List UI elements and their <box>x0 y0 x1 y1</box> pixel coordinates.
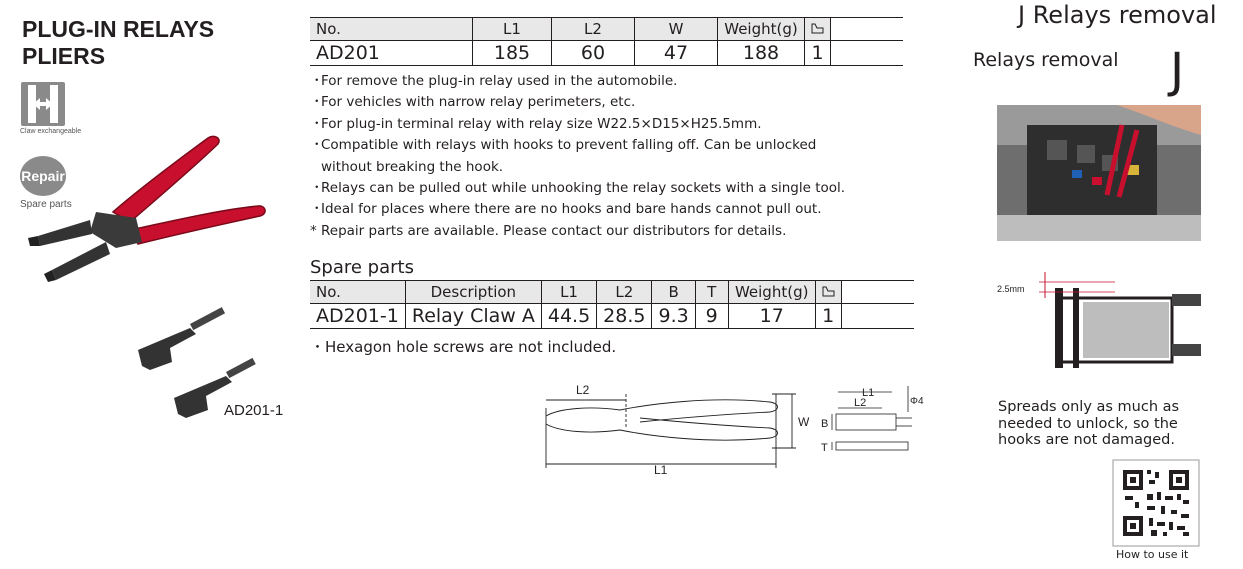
dim-label-t: T <box>821 442 828 454</box>
cell-quantity: 1 <box>815 304 841 329</box>
spare-parts-badge-label: Spare parts <box>20 199 72 210</box>
header-b: B <box>652 281 695 304</box>
cell-l2: 60 <box>552 41 635 66</box>
cell-no: AD201 <box>310 41 473 66</box>
repair-badge: Repair <box>20 156 66 196</box>
package-icon <box>811 23 824 34</box>
header-weight: Weight(g) <box>718 18 805 41</box>
cell-w: 47 <box>635 41 718 66</box>
dim-label-w: W <box>798 415 810 429</box>
list-item: ・ For vehicles with narrow relay perimeters, etc. <box>310 94 636 111</box>
header-l2: L2 <box>552 18 635 41</box>
section-title: J Relays removal <box>1018 1 1217 29</box>
list-item: ・ Relays can be pulled out while unhooking the relay sockets with a single tool. <box>310 180 846 197</box>
list-item: * Repair parts are available. Please contact our distributors for details. <box>310 222 787 239</box>
header-l2: L2 <box>597 281 652 304</box>
cell-quantity: 1 <box>805 41 831 66</box>
package-icon <box>822 286 835 297</box>
usage-photo <box>997 105 1201 241</box>
header-l1: L1 <box>541 281 596 304</box>
cell-description: Relay Claw A <box>405 304 541 329</box>
header-t: T <box>695 281 728 304</box>
list-item: ・ Compatible with relays with hooks to prevent falling off. Can be unlocked without breaking the hook. <box>310 137 817 175</box>
spare-part-label: AD201-1 <box>224 402 284 419</box>
header-description: Description <box>405 281 541 304</box>
pliers-illustration <box>18 130 273 290</box>
spare-parts-title: Spare parts <box>310 257 414 278</box>
cell-l1: 44.5 <box>541 304 596 329</box>
dim-label-claw-l2: L2 <box>854 397 867 409</box>
cell-weight: 188 <box>718 41 805 66</box>
product-title <box>22 16 214 70</box>
dim-label-claw-l1: L1 <box>862 387 875 399</box>
title-line-2: PLIERS <box>22 43 106 69</box>
header-no: No. <box>310 281 405 304</box>
cell-l2: 28.5 <box>597 304 652 329</box>
section-letter: J <box>1170 43 1185 99</box>
claw-exchangeable-label: Claw exchangeable <box>20 128 82 135</box>
list-item: ・ For remove the plug-in relay used in the automobile. <box>310 73 678 89</box>
diagram-label: 2.5mm <box>997 284 1025 294</box>
cell-t: 9 <box>695 304 728 329</box>
title-line-1: PLUG-IN RELAYS <box>22 16 215 42</box>
header-quantity <box>815 281 841 304</box>
dim-label-b: B <box>821 418 829 430</box>
diagram-caption: Spreads only as much as needed to unlock, so the hooks are not damaged. <box>998 399 1180 448</box>
spare-parts-table <box>310 280 914 329</box>
cell-no: AD201-1 <box>310 304 405 329</box>
header-l1: L1 <box>473 18 552 41</box>
pliers-dimension-drawing <box>540 378 820 478</box>
header-quantity <box>805 18 831 41</box>
list-item: ・ For plug-in terminal relay with relay size W22.5×D15×H25.5mm. <box>310 115 762 132</box>
dim-label-l2: L2 <box>576 383 590 397</box>
claw-dimension-drawing <box>820 382 924 462</box>
cell-weight: 17 <box>728 304 815 329</box>
claw-exchangeable-icon <box>21 82 65 126</box>
qr-code[interactable] <box>1113 460 1199 546</box>
list-item: ・ Ideal for places where there are no hooks and bare hands cannot pull out. <box>310 201 822 218</box>
spare-parts-note: ・Hexagon hole screws are not included. <box>310 338 617 356</box>
header-w: W <box>635 18 718 41</box>
feature-list <box>310 71 870 242</box>
section-subtitle: Relays removal <box>973 49 1119 71</box>
cell-b: 9.3 <box>652 304 695 329</box>
dim-label-phi4: Φ4 <box>910 396 924 407</box>
header-no: No. <box>310 18 473 41</box>
qr-label: How to use it <box>1116 548 1189 561</box>
cell-l1: 185 <box>473 41 552 66</box>
header-weight: Weight(g) <box>728 281 815 304</box>
unlock-diagram <box>995 262 1201 374</box>
dim-label-l1: L1 <box>654 463 668 477</box>
spec-table <box>310 17 903 66</box>
